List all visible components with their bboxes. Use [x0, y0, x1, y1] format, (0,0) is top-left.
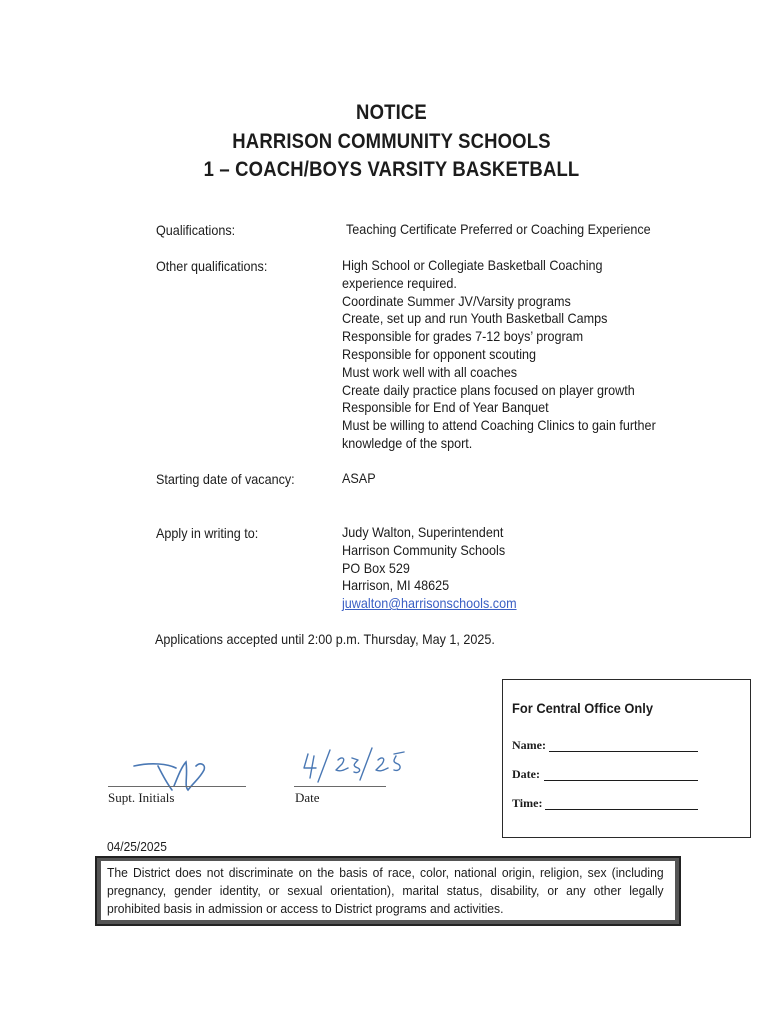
district-heading: HARRISON COMMUNITY SCHOOLS [232, 130, 551, 153]
nondiscrimination-statement: The District does not discriminate on the basis of race, color, national origin, religion, sex (including pregnancy, gender identity, or sexual orientation), marital status, disability, or any other legally prohibited basis in admission or access to District programs and activities. [107, 865, 664, 916]
qualification-line: Responsible for grades 7-12 boys’ program [342, 328, 584, 345]
other-qualifications-label: Other qualifications: [156, 258, 268, 274]
handwritten-date-drawing [302, 746, 422, 786]
office-name-label: Name: [512, 738, 546, 752]
other-qualifications-list [342, 257, 656, 453]
starting-date-value: ASAP [342, 470, 376, 486]
qualifications-label: Qualifications: [156, 222, 236, 238]
qualification-line: Must work well with all coaches [342, 363, 518, 380]
qualification-line: knowledge of the sport. [342, 434, 473, 451]
qualification-line: Coordinate Summer JV/Varsity programs [342, 292, 571, 309]
document-date: 04/25/2025 [107, 839, 167, 854]
contact-email-link[interactable]: juwalton@harrisonschools.com [342, 595, 517, 612]
nondiscrimination-inner [101, 861, 675, 920]
office-name-line [549, 751, 698, 752]
contact-org: Harrison Community Schools [342, 541, 506, 558]
initials-signature-line [108, 786, 246, 787]
qualification-line: Responsible for opponent scouting [342, 345, 537, 362]
application-deadline: Applications accepted until 2:00 p.m. Thursday, May 1, 2025. [155, 631, 495, 647]
contact-po-box: PO Box 529 [342, 559, 410, 576]
central-office-title: For Central Office Only [512, 700, 653, 716]
date-signature-line [294, 786, 386, 787]
office-date-line [544, 780, 698, 781]
nondiscrimination-box [95, 856, 681, 926]
contact-name: Judy Walton, Superintendent [342, 524, 504, 540]
signature-date-label: Date [295, 790, 320, 805]
qualification-line: High School or Collegiate Basketball Coaching [342, 257, 603, 273]
qualification-line: Must be willing to attend Coaching Clinics to gain further [342, 417, 656, 434]
apply-address [342, 524, 517, 613]
apply-label: Apply in writing to: [156, 525, 259, 541]
office-time-label: Time: [512, 796, 543, 810]
qualification-line: Create, set up and run Youth Basketball Camps [342, 310, 608, 327]
office-time-line [545, 809, 698, 810]
contact-city: Harrison, MI 48625 [342, 577, 450, 594]
position-heading: 1 – COACH/BOYS VARSITY BASKETBALL [203, 158, 580, 181]
notice-heading: NOTICE [356, 101, 427, 124]
qualification-line: Responsible for End of Year Banquet [342, 399, 549, 416]
office-date-label: Date: [512, 767, 540, 781]
qualifications-value: Teaching Certificate Preferred or Coaching Experience [346, 221, 651, 237]
qualification-line: experience required. [342, 274, 457, 291]
starting-date-label: Starting date of vacancy: [156, 471, 295, 487]
initials-label: Supt. Initials [108, 790, 175, 805]
central-office-box [502, 679, 751, 838]
qualification-line: Create daily practice plans focused on player growth [342, 381, 635, 398]
